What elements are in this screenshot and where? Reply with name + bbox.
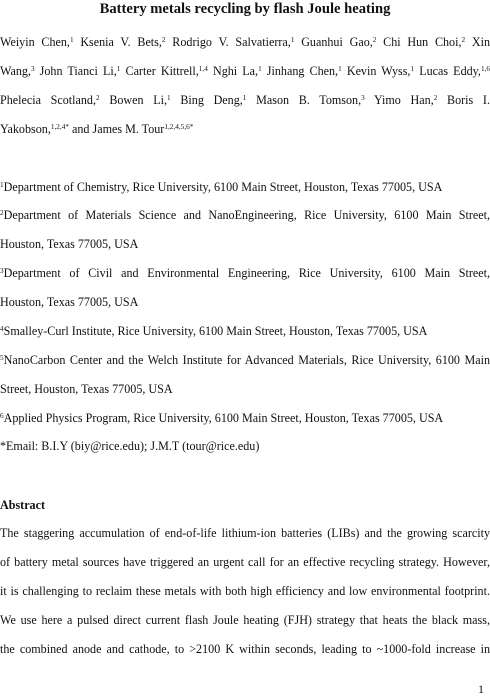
author-name: Carter Kittrell, [120, 64, 199, 78]
abstract-heading: Abstract [0, 498, 46, 512]
author-name: Jinhang Chen, [261, 64, 339, 78]
page-number: 1 [478, 682, 484, 696]
author-name: John Tianci Li, [34, 64, 117, 78]
abstract-line: the combined anode and cathode, to >2100 K within seconds, leading to ~1000-fold increase in [0, 642, 490, 656]
author-affiliation-marker: 2 [161, 36, 166, 45]
author-affiliation-marker: 3 [30, 65, 35, 74]
author-name: Ksenia V. Bets, [73, 35, 162, 49]
author-affiliation-marker: 1 [338, 65, 342, 74]
affiliation-text: Applied Physics Program, Rice University, 6100 Main Street, Houston, Texas 77005, USA [3, 411, 444, 425]
author-line [0, 35, 490, 50]
affiliation-2 [0, 208, 490, 223]
author-affiliation-marker: 2 [372, 36, 377, 45]
affiliation-text: Department of Chemistry, Rice University, 6100 Main Street, Houston, Texas 77005, USA [3, 180, 443, 194]
author-line [0, 64, 490, 79]
abstract-line: of battery metal sources have triggered an urgent call for an effective recycling strategy. However, [0, 555, 490, 569]
abstract-line: it is challenging to reclaim these metals with both high efficiency and low environmental footprint. [0, 584, 490, 598]
author-line [0, 93, 490, 108]
author-name: Yakobson, [0, 122, 51, 136]
affiliation-1 [0, 180, 490, 195]
affiliation-marker: 2 [0, 209, 4, 218]
author-affiliation-marker: 1 [116, 65, 121, 74]
affiliation-3 [0, 266, 490, 281]
author-affiliation-marker: 1 [290, 36, 295, 45]
paper-title: Battery metals recycling by flash Joule heating [99, 1, 391, 17]
author-name: Phelecia Scotland, [0, 93, 96, 107]
affiliation-5-cont: Street, Houston, Texas 77005, USA [0, 382, 173, 396]
author-name: Weiyin Chen, [0, 35, 70, 49]
author-line [0, 122, 490, 137]
affiliation-text: NanoCarbon Center and the Welch Institute for Advanced Materials, Rice University, 6100 Main [3, 353, 490, 367]
author-affiliation-marker: 1 [167, 94, 171, 103]
author-name: Lucas Eddy, [414, 64, 481, 78]
abstract-line: We use here a pulsed direct current flash Joule heating (FJH) strategy that heats the black mass, [0, 613, 490, 627]
author-affiliation-marker: 1,2,4,5,6* [164, 123, 194, 132]
affiliation-marker: 1 [0, 181, 4, 190]
author-name: Rodrigo V. Salvatierra, [165, 35, 291, 49]
affiliation-3-cont: Houston, Texas 77005, USA [0, 295, 139, 309]
affiliation-marker: 5 [0, 354, 4, 363]
affiliation-6 [0, 411, 490, 426]
author-name: Chi Hun Choi, [376, 35, 462, 49]
author-name: Wang, [0, 64, 31, 78]
author-affiliation-marker: 1 [242, 94, 247, 103]
abstract-line: The staggering accumulation of end-of-life lithium-ion batteries (LIBs) and the growing scarcity [0, 526, 490, 540]
author-name: Xin [465, 35, 490, 49]
affiliation-2-cont: Houston, Texas 77005, USA [0, 237, 139, 251]
author-affiliation-marker: 3 [361, 94, 365, 103]
author-affiliation-marker: 1 [410, 65, 415, 74]
affiliation-text: Smalley-Curl Institute, Rice University, 6100 Main Street, Houston, Texas 77005, USA [3, 324, 428, 338]
author-name: Boris I. [437, 93, 490, 107]
author-affiliation-marker: 1 [69, 36, 74, 45]
author-name: and James M. Tour [68, 122, 165, 136]
author-affiliation-marker: 1,2,4* [50, 123, 69, 132]
author-name: Bing Deng, [170, 93, 243, 107]
affiliation-marker: 3 [0, 267, 4, 276]
affiliation-text: Department of Materials Science and NanoEngineering, Rice University, 6100 Main Street, [3, 208, 490, 222]
author-name: Bowen Li, [99, 93, 168, 107]
affiliation-text: Department of Civil and Environmental Engineering, Rice University, 6100 Main Street, [3, 266, 490, 280]
affiliation-marker: 6 [0, 412, 4, 421]
author-affiliation-marker: 1 [258, 65, 262, 74]
author-affiliation-marker: 2 [96, 94, 100, 103]
affiliation-marker: 4 [0, 325, 4, 334]
author-affiliation-marker: 1,6 [480, 65, 490, 74]
author-affiliation-marker: 2 [461, 36, 466, 45]
author-name: Guanhui Gao, [294, 35, 373, 49]
affiliation-5 [0, 353, 490, 368]
author-name: Mason B. Tomson, [246, 93, 362, 107]
author-affiliation-marker: 2 [433, 94, 438, 103]
author-name: Kevin Wyss, [341, 64, 411, 78]
affiliation-4 [0, 324, 490, 339]
author-affiliation-marker: 1,4 [198, 65, 208, 74]
author-name: Yimo Han, [364, 93, 434, 107]
correspondence-email: *Email: B.I.Y (biy@rice.edu); J.M.T (tour@rice.edu) [0, 439, 260, 453]
author-name: Nghi La, [207, 64, 259, 78]
